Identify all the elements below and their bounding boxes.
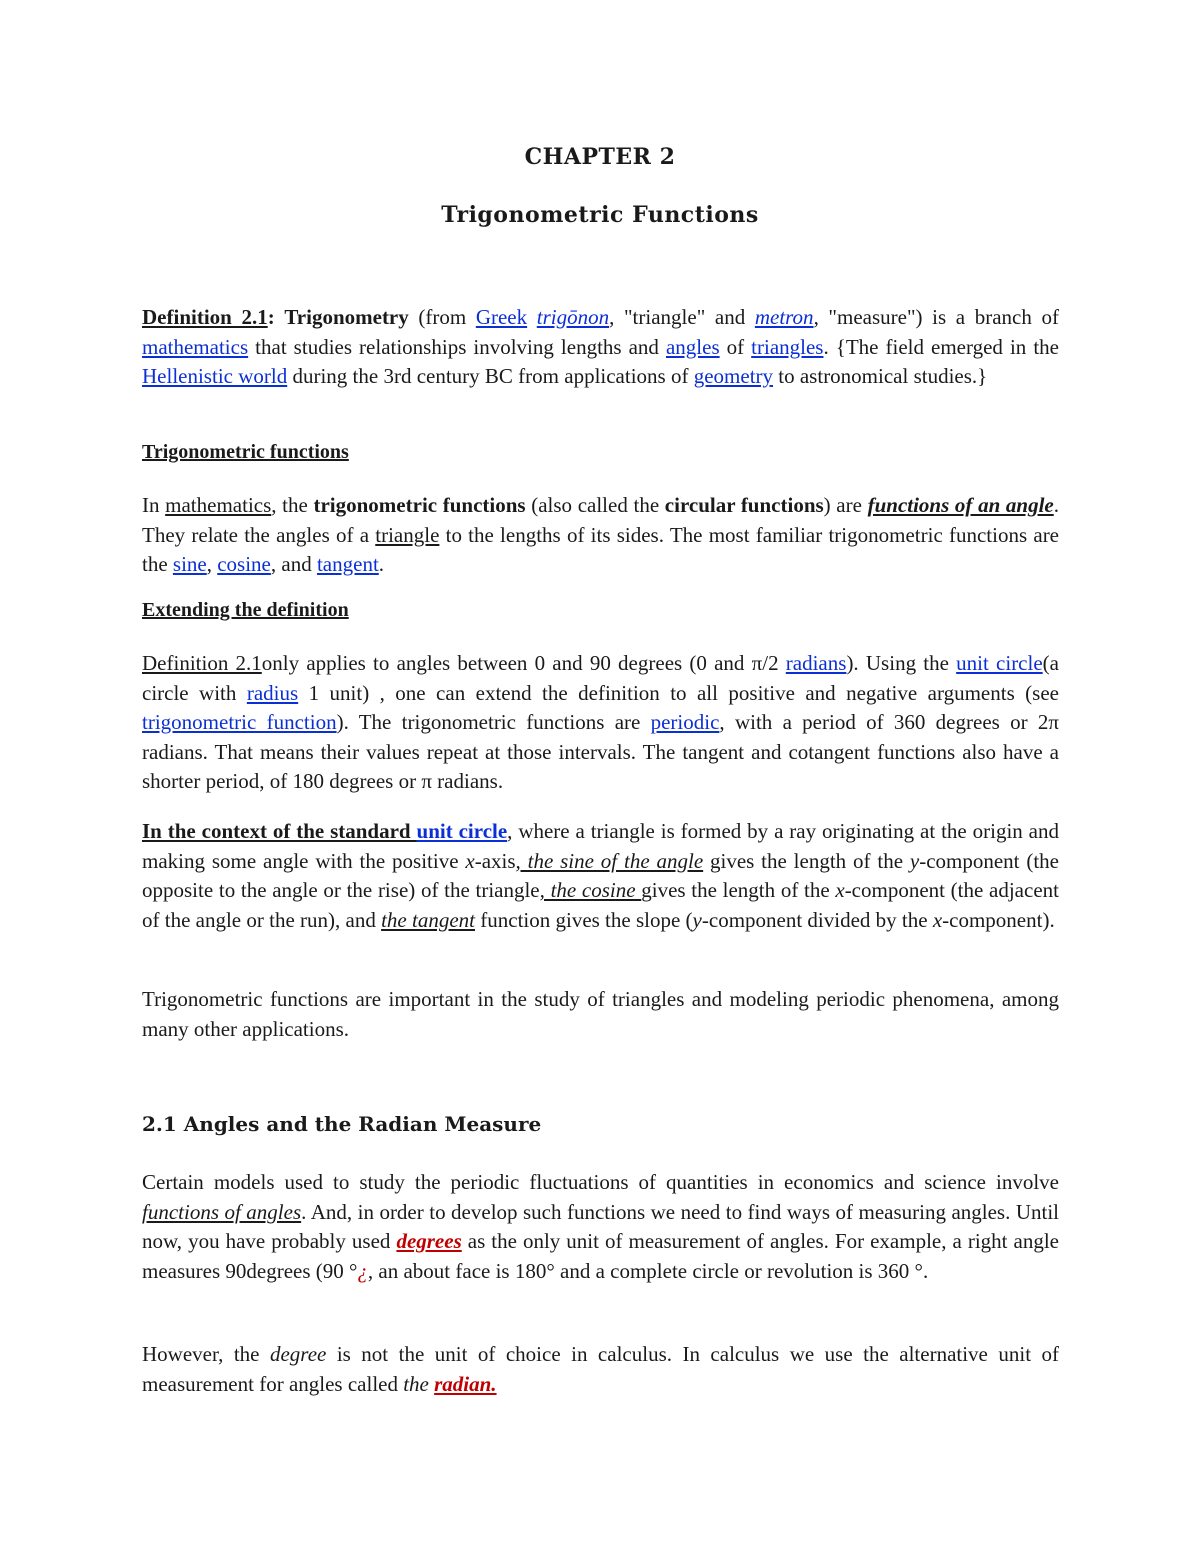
definition-paragraph: Definition 2.1: Trigonometry (from Greek trigōnon, "triangle" and metron, "measure") is a branch of mathematics that studies relationships involving lengths and angles of triangles. {The field emerged in the Hellenistic world during the 3rd century BC from applications of geometry to astronomical studies.} <box>142 305 1059 389</box>
mathematics-term: mathematics <box>165 493 272 517</box>
trig-functions-term: trigonometric functions <box>313 493 526 517</box>
degrees-term: degrees <box>396 1229 462 1254</box>
context-lead: In the context of the standard <box>142 819 417 843</box>
section-paragraph-1: Certain models used to study the periodic fluctuations of quantities in economics and science involve functions of angles. And, in order to develop such functions we need to find ways of measuring angles. Until now, you have probably used degrees as the only unit of measurement of angles. For example, a right angle measures 90degrees (90 °¿, an about face is 180° and a complete circle or revolution is 360 °. <box>142 1170 1059 1283</box>
heading-trigonometric-functions: Trigonometric functions <box>142 441 349 463</box>
encoding-artifact: ¿ <box>357 1258 368 1283</box>
link-trigonon[interactable]: trigōnon <box>536 305 610 329</box>
circular-functions-term: circular functions <box>664 493 824 517</box>
section-heading-2-1: 2.1 Angles and the Radian Measure <box>142 1112 542 1136</box>
link-unit-circle-bold[interactable]: unit circle <box>416 819 508 843</box>
unit-circle-paragraph: In the context of the standard unit circle, where a triangle is formed by a ray originating at the origin and making some angle with the positive x-axis, the sine of the angle gives the length of the y-component (the opposite to the angle or the rise) of the triangle, the cosine gives the length of the x-component (the adjacent of the angle or the run), and the tangent function gives the slope (y-component divided by the x-component). <box>142 819 1060 932</box>
sine-of-angle-term: , the sine of the angle <box>515 848 704 873</box>
importance-paragraph: Trigonometric functions are important in the study of triangles and modeling periodic phenomena, among many other applications. <box>142 987 1059 1041</box>
link-triangles[interactable]: triangles <box>751 334 824 359</box>
link-angles[interactable]: angles <box>665 334 720 359</box>
link-sine[interactable]: sine <box>172 552 207 577</box>
link-tangent[interactable]: tangent <box>316 552 379 577</box>
functions-of-angles-term: functions of angles <box>142 1199 302 1224</box>
functions-of-angle-term: functions of an angle <box>867 493 1054 517</box>
chapter-label: CHAPTER 2 <box>524 144 676 170</box>
link-greek[interactable]: Greek <box>475 305 528 329</box>
link-radians[interactable]: radians <box>785 651 847 675</box>
definition-reference: Definition 2.1 <box>142 651 262 675</box>
link-trigonometric-function[interactable]: trigonometric function <box>142 710 337 735</box>
heading-extending-definition: Extending the definition <box>142 599 349 621</box>
tangent-term: the tangent <box>381 907 475 932</box>
definition-label: Definition 2.1 <box>142 305 268 329</box>
link-radius[interactable]: radius <box>246 680 299 705</box>
link-metron[interactable]: metron <box>754 305 814 329</box>
radian-term: radian. <box>434 1371 497 1396</box>
definition-term: Trigonometry <box>284 305 409 329</box>
triangle-term: triangle <box>375 522 440 547</box>
section-paragraph-2: However, the degree is not the unit of choice in calculus. In calculus we use the alternative unit of measurement for angles called the radian. <box>142 1342 1059 1396</box>
chapter-title: Trigonometric Functions <box>441 202 759 228</box>
link-mathematics[interactable]: mathematics <box>142 334 249 359</box>
link-cosine[interactable]: cosine <box>217 552 271 577</box>
extending-paragraph: Definition 2.1only applies to angles between 0 and 90 degrees (0 and π/2 radians). Using the unit circle(a circle with radius 1 unit) , one can extend the definition to all positive and negative arguments (see trigonometric function). The trigonometric functions are periodic, with a period of 360 degrees or 2π radians. That means their values repeat at those intervals. The tangent and cotangent functions also have a shorter period, of 180 degrees or π radians. <box>142 651 1059 794</box>
trig-functions-paragraph: In mathematics, the trigonometric functions (also called the circular functions) are functions of an angle. They relate the angles of a triangle to the lengths of its sides. The most familiar trigonometric functions are the sine, cosine, and tangent. <box>142 493 1060 577</box>
link-hellenistic-world[interactable]: Hellenistic world <box>142 364 288 389</box>
link-geometry[interactable]: geometry <box>693 364 774 389</box>
link-unit-circle[interactable]: unit circle <box>956 651 1043 675</box>
link-periodic[interactable]: periodic <box>650 710 720 735</box>
degree-term: degree <box>269 1342 327 1366</box>
cosine-term: , the cosine <box>539 878 642 903</box>
